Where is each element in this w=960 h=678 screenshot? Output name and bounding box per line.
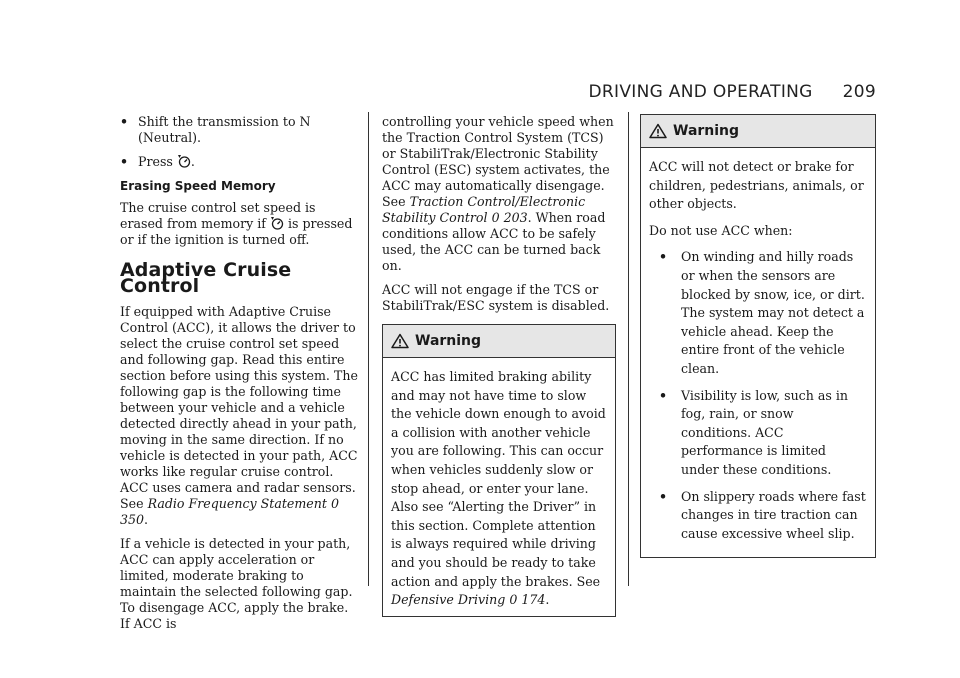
warning-triangle-icon: [391, 333, 409, 349]
acc-intro-paragraph: [120, 304, 360, 528]
column-divider-right: [628, 112, 629, 586]
list-item: [120, 154, 360, 170]
warning-intro: ACC will not detect or brake for children, pedestrians, animals, or other objects.: [649, 159, 864, 212]
cruise-control-icon: [270, 216, 284, 230]
acc-disengage-paragraph: [382, 114, 616, 274]
list-item-text: On winding and hilly roads or when the sensors are blocked by snow, ice, or dirt. The system may not detect a vehicle ahead. Keep the entire front of the vehicle clean.: [681, 249, 865, 376]
column-divider-left: [368, 112, 369, 586]
cross-reference-link[interactable]: Defensive Driving: [391, 592, 506, 608]
subheading: Erasing Speed Memory: [120, 179, 276, 193]
erase-text-1: The cruise control set speed is erased from memory if: [120, 200, 316, 231]
bullet-mark: •: [659, 387, 668, 403]
list-item: [659, 387, 867, 480]
column-3: [640, 114, 876, 558]
press-suffix: .: [190, 154, 195, 169]
page-reference[interactable]: 0 174: [509, 592, 546, 608]
column-2: [382, 114, 616, 617]
warning-triangle-icon: [649, 123, 667, 139]
page-reference[interactable]: 0 203: [491, 210, 528, 225]
warning-text: ACC has limited braking ability and may not have time to slow the vehicle down enough to avoid a collision with another vehicle you are following. This can occur when vehicles suddenly slow or stop ahead, or enter your lane. Also see “Alerting the Driver” in this section. Complete attention is always required while driving and you should be ready to take action and apply the brakes. See: [391, 369, 606, 589]
warning-box: [640, 114, 876, 558]
list-item-text: Shift the transmission to N (Neutral).: [138, 114, 311, 145]
warning-title: Warning: [415, 333, 482, 349]
acc-intro-text: If equipped with Adaptive Cruise Control (ACC), it allows the driver to select the cruise control set speed and following gap. Read this entire section before using this system. The following gap is the following time between your vehicle and a vehicle detected directly ahead in your path, moving in the same direction. If no vehicle is detected in your path, ACC works like regular cruise control. ACC uses camera and radar sensors. See: [120, 304, 358, 511]
warning-title: Warning: [673, 123, 740, 139]
page-reference[interactable]: 0 350: [120, 496, 339, 527]
list-item: [120, 114, 360, 146]
cross-reference-link[interactable]: Radio Frequency Statement: [147, 496, 327, 511]
section-heading: Adaptive Cruise Control: [120, 259, 292, 297]
acc-disengage-text: controlling your vehicle speed when the Traction Control System (TCS) or StabiliTrak/Electronic Stability Control (ESC) system activates, the ACC may automatically disengage. See: [382, 114, 614, 209]
section-title: DRIVING AND OPERATING: [588, 82, 813, 102]
warning-header: [383, 325, 615, 358]
erase-paragraph: [120, 200, 360, 248]
warning-lead: Do not use ACC when:: [649, 222, 793, 238]
cruise-control-icon: [177, 154, 191, 168]
sentence-end: .: [545, 592, 550, 608]
list-item-text: [138, 154, 195, 170]
warning-header: [641, 115, 875, 148]
erase-text-2: is pressed or if the ignition is turned off.: [120, 216, 353, 247]
sentence-end: .: [144, 512, 149, 527]
bullet-mark: •: [659, 488, 668, 504]
warning-box: [382, 324, 616, 617]
bullet-mark: •: [659, 249, 668, 265]
acc-detect-paragraph: If a vehicle is detected in your path, ACC can apply acceleration or limited, moderate braking to maintain the selected following gap. To disengage ACC, apply the brake. If ACC is: [120, 536, 353, 631]
bullet-mark: •: [120, 154, 129, 169]
bullet-mark: •: [120, 114, 129, 129]
acc-disengage-end: . When road conditions allow ACC to be safely used, the ACC can be turned back on.: [382, 210, 606, 273]
warning-body: [641, 148, 875, 557]
page-number: 209: [842, 82, 876, 102]
cross-reference-link[interactable]: Traction Control/Electronic Stability Control: [382, 194, 586, 225]
page-header: [589, 82, 876, 106]
column-1: [120, 114, 360, 640]
warning-body: [383, 358, 615, 616]
list-item: [659, 248, 867, 378]
press-label: Press: [138, 154, 173, 169]
list-item-text: On slippery roads where fast changes in tire traction can cause excessive wheel slip.: [681, 488, 866, 541]
list-item: [659, 488, 867, 544]
list-item-text: Visibility is low, such as in fog, rain, or snow conditions. ACC performance is limited under these conditions.: [681, 387, 848, 477]
acc-engage-paragraph: ACC will not engage if the TCS or StabiliTrak/ESC system is disabled.: [382, 282, 610, 313]
